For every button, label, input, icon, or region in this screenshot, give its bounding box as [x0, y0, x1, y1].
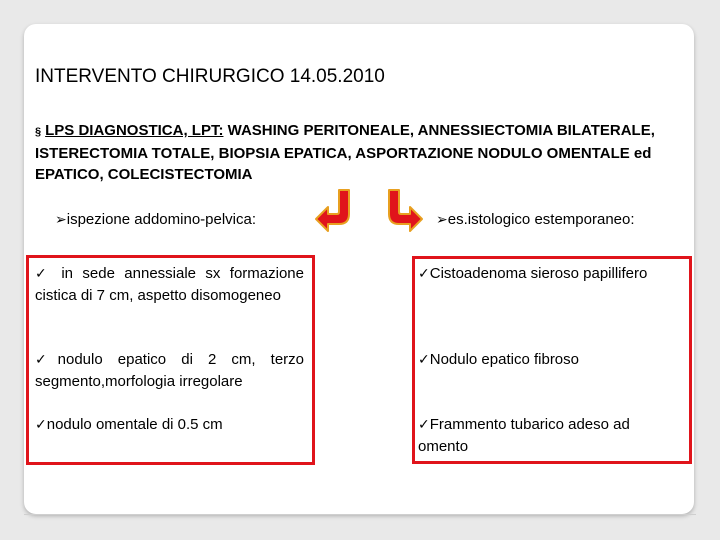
- list-item: ✓Frammento tubarico adeso ad omento: [418, 416, 630, 455]
- list-item: ✓nodulo omentale di 0.5 cm: [35, 416, 223, 433]
- divider: [24, 514, 696, 515]
- slide-title: INTERVENTO CHIRURGICO 14.05.2010: [35, 66, 385, 87]
- curved-arrow-down-right-icon: [376, 186, 426, 236]
- check-icon: ✓: [35, 352, 58, 368]
- list-item: ✓ in sede annessiale sx formazione cistica di 7 cm, aspetto disomogeneo: [35, 265, 304, 304]
- check-icon: ✓: [35, 266, 52, 282]
- check-icon: ✓: [418, 417, 430, 433]
- procedure-details: WASHING PERITONEALE, ANNESSIECTOMIA BILATERALE, ISTERECTOMIA TOTALE, BIOPSIA EPATICA, ASPORTAZIONE NODULO OMENTALE ed EPATICO, COLECISTECTOMIA: [35, 122, 655, 183]
- right-heading: ➢es.istologico estemporaneo:: [436, 211, 635, 228]
- list-item: ✓Cistoadenoma sieroso papillifero: [418, 265, 648, 282]
- arrow-bullet-icon: ➢: [55, 212, 67, 228]
- curved-arrow-down-left-icon: [312, 186, 362, 236]
- left-heading: ➢ispezione addomino-pelvica:: [55, 211, 257, 228]
- list-item: ✓nodulo epatico di 2 cm, terzo segmento,morfologia irregolare: [35, 351, 305, 390]
- check-icon: ✓: [35, 417, 47, 433]
- check-icon: ✓: [418, 352, 430, 368]
- procedure-lead: LPS DIAGNOSTICA, LPT:: [45, 122, 224, 139]
- bullet-icon: §: [35, 126, 42, 138]
- check-icon: ✓: [418, 266, 430, 282]
- arrow-bullet-icon: ➢: [436, 212, 448, 228]
- list-item: ✓Nodulo epatico fibroso: [418, 351, 579, 368]
- procedure-description: [35, 120, 675, 185]
